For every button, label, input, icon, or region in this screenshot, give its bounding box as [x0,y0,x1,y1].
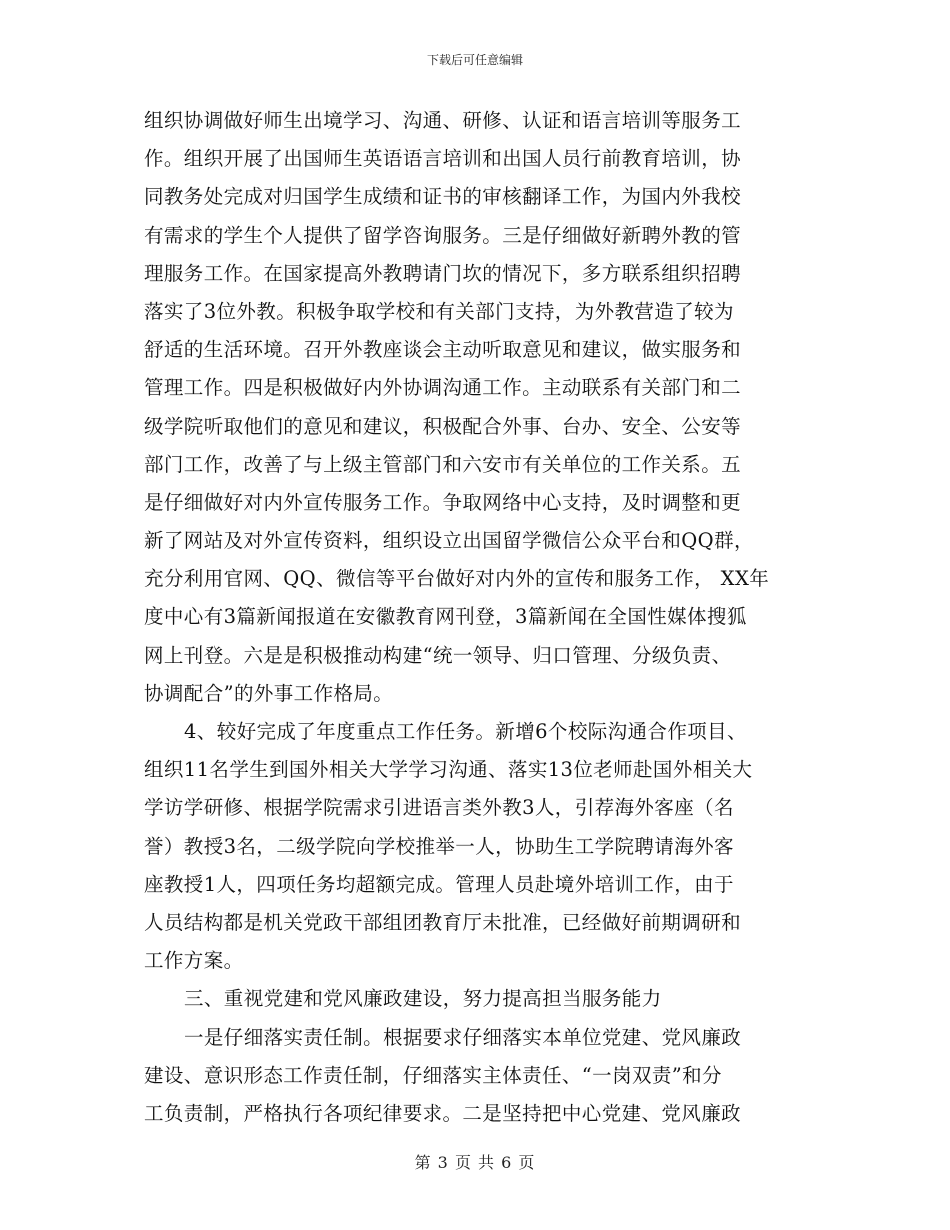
page-header-note: 下载后可任意编辑 [426,53,523,67]
body-line: 协调配合”的外事工作格局。 [144,681,394,705]
body-line: 组织11名学生到国外相关大学学习沟通、落实13位老师赴国外相关大 [144,758,753,782]
paragraph-start-line: 4、较好完成了年度重点工作任务。新增6个校际沟通合作项目、 [184,720,747,743]
body-line: 网上刊登。六是是积极推动构建“统一领导、归口管理、分级负责、 [144,643,732,667]
body-line: 是仔细做好对内外宣传服务工作。争取网络中心支持，及时调整和更 [144,490,742,514]
body-line: 充分利用官网、QQ、微信等平台做好对内外的宣传和服务工作， XX年 [144,567,770,591]
body-line: 人员结构都是机关党政干部组团教育厅未批准，已经做好前期调研和 [144,910,742,934]
body-line: 同教务处完成对归国学生成绩和证书的审核翻译工作，为国内外我校 [144,185,742,209]
body-line: 新了网站及对外宣传资料，组织设立出国留学微信公众平台和QQ群， [144,529,754,553]
body-line: 部门工作，改善了与上级主管部门和六安市有关单位的工作关系。五 [144,452,742,476]
body-line: 工负责制，严格执行各项纪律要求。二是坚持把中心党建、党风廉政 [144,1101,742,1125]
body-line: 作。组织开展了出国师生英语语言培训和出国人员行前教育培训，协 [144,147,742,171]
page-number-footer: 第 3 页 共 6 页 [414,1153,536,1172]
body-line: 落实了3位外教。积极争取学校和有关部门支持，为外教营造了较为 [144,299,734,323]
paragraph-start-line: 一是仔细落实责任制。根据要求仔细落实本单位党建、党风廉政 [184,1025,742,1049]
body-line: 舒适的生活环境。召开外教座谈会主动听取意见和建议，做实服务和 [144,338,742,362]
body-line: 座教授1人，四项任务均超额完成。管理人员赴境外培训工作，由于 [144,872,734,896]
body-line: 理服务工作。在国家提高外教聘请门坎的情况下，多方联系组织招聘 [144,261,742,285]
body-line: 度中心有3篇新闻报道在安徽教育网刊登，3篇新闻在全国性媒体搜狐 [144,605,747,629]
body-line: 管理工作。四是积极做好内外协调沟通工作。主动联系有关部门和二 [144,376,742,400]
section-heading: 三、重视党建和党风廉政建设，努力提高担当服务能力 [184,987,662,1011]
document-body [144,102,814,1133]
body-line: 有需求的学生个人提供了留学咨询服务。三是仔细做好新聘外教的管 [144,223,742,247]
body-line: 组织协调做好师生出境学习、沟通、研修、认证和语言培训等服务工 [144,109,742,132]
body-line: 工作方案。 [144,949,244,973]
body-line: 建设、意识形态工作责任制，仔细落实主体责任、“一岗双责”和分 [144,1063,722,1087]
body-line: 级学院听取他们的意见和建议，积极配合外事、台办、安全、公安等 [144,414,742,438]
body-line: 誉）教授3名，二级学院向学校推举一人，协助生工学院聘请海外客 [144,834,734,858]
body-line: 学访学研修、根据学院需求引进语言类外教3人，引荐海外客座（名 [144,796,734,820]
